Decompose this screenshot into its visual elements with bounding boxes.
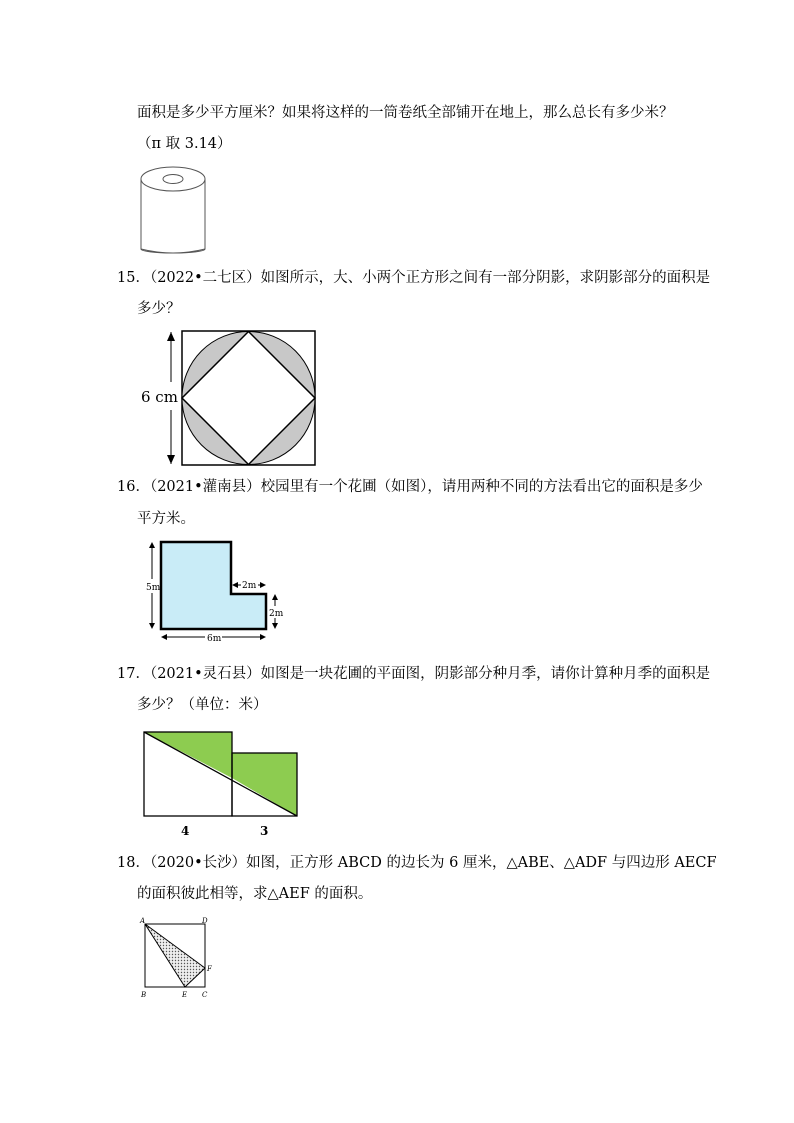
bottom-width-label: 6m xyxy=(207,634,222,644)
q18-text-line2: 的面积彼此相等，求△AEF 的面积。 xyxy=(137,886,373,902)
q16-text-line1 xyxy=(117,477,703,497)
vertex-d-label: D xyxy=(202,917,208,925)
q17-number: 17． xyxy=(117,666,150,682)
side-length-label: 6 cm xyxy=(141,388,178,406)
flowerbed-l-shape-figure xyxy=(141,537,291,647)
q15-text-line1 xyxy=(117,268,710,288)
q16-source: （2021•灌南县） xyxy=(149,479,261,495)
left-width-label: 4 xyxy=(181,824,190,838)
q14-text-line1: 面积是多少平方厘米？如果将这样的一筒卷纸全部铺开在地上，那么总长有多少米？ xyxy=(137,105,674,121)
q18-source: （2020•长沙） xyxy=(149,855,247,871)
q14-text-line2: （π 取 3.14） xyxy=(137,136,232,152)
vertex-e-label: E xyxy=(182,991,188,999)
step-width-label: 2m xyxy=(242,581,257,591)
q17-text-line1 xyxy=(117,664,710,684)
vertex-a-label: A xyxy=(140,917,146,925)
paper-roll-figure xyxy=(138,162,210,254)
right-width-label: 3 xyxy=(260,824,269,838)
vertex-f-label: F xyxy=(207,965,212,973)
q17-source: （2021•灵石县） xyxy=(149,666,261,682)
q15-question: 如图所示，大、小两个正方形之间有一部分阴影，求阴影部分的面积是 xyxy=(260,270,711,286)
q16-question: 校园里有一个花圃（如图），请用两种不同的方法看出它的面积是多少 xyxy=(260,479,703,495)
square-abcd-figure xyxy=(138,914,218,1002)
q16-text-line2: 平方米。 xyxy=(137,511,195,527)
height-label: 5m xyxy=(146,583,161,593)
q17-text-line2: 多少？（单位：米） xyxy=(137,697,268,713)
q16-number: 16． xyxy=(117,479,150,495)
vertex-c-label: C xyxy=(202,991,208,999)
q15-number: 15． xyxy=(117,270,150,286)
q17-question: 如图是一块花圃的平面图，阴影部分种月季，请你计算种月季的面积是 xyxy=(260,666,711,682)
q15-text-line2: 多少？ xyxy=(137,301,181,317)
q18-number: 18． xyxy=(117,855,150,871)
rose-garden-figure xyxy=(140,728,302,840)
squares-circle-figure xyxy=(140,326,330,472)
q18-question: 如图，正方形 ABCD 的边长为 6 厘米，△ABE、△ADF 与四边形 AECF xyxy=(246,855,717,871)
q18-text-line1 xyxy=(117,853,717,873)
step-height-label: 2m xyxy=(269,609,284,619)
q15-source: （2022•二七区） xyxy=(149,270,261,286)
vertex-b-label: B xyxy=(141,991,147,999)
